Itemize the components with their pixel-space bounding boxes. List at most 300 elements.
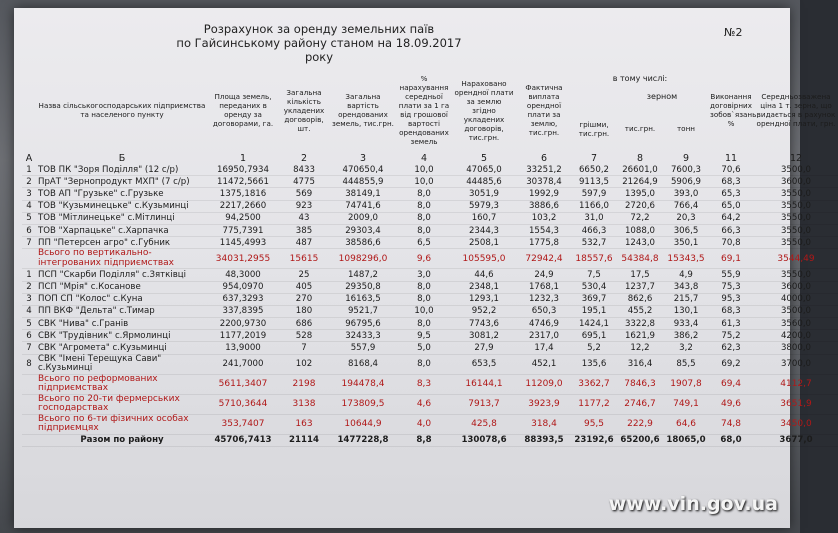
enterprise-name: ТОВ "Харпацьке" с.Харпачка [36,224,208,236]
col-name-header: Назва сільськогосподарських підприємства та населеного пункту [38,101,206,119]
value-cell: 32433,3 [330,330,396,342]
grain-uah-cell: 7846,3 [616,374,664,394]
pct-cell: 8,0 [396,281,452,293]
grain-t-cell: 20,3 [664,212,708,224]
fulfil-cell: 69,1 [708,249,754,269]
paid-cell: 88393,5 [516,434,572,446]
grain-t-cell: 343,8 [664,281,708,293]
paid-cell: 17,4 [516,342,572,354]
subtotal-row [22,414,838,434]
pct-cell: 10,0 [396,176,452,188]
value-cell: 16163,5 [330,293,396,305]
paid-cell: 318,4 [516,414,572,434]
accrued-cell: 7913,7 [452,394,516,414]
grain-t-cell: 215,7 [664,293,708,305]
index-cell: 6 [540,152,548,164]
paid-cell: 30378,4 [516,176,572,188]
value-cell: 470650,4 [330,164,396,176]
accrued-cell: 47065,0 [452,164,516,176]
index-cell: 8 [636,152,644,164]
col-grain-t-header [664,68,708,152]
value-cell: 29350,8 [330,281,396,293]
pct-cell: 8,0 [396,200,452,212]
col-paid-header: Фактична виплата орендної плати за землю, тис.грн. [525,83,563,137]
fulfil-cell: 95,3 [708,293,754,305]
grain-uah-cell: 3322,8 [616,318,664,330]
fulfil-cell: 49,6 [708,394,754,414]
area-cell: 34031,2955 [208,249,278,269]
accrued-cell: 44,6 [452,269,516,281]
row-number: 2 [22,176,36,188]
area-cell: 1145,4993 [208,237,278,249]
table-row [22,212,838,224]
accrued-cell: 16144,1 [452,374,516,394]
grain-uah-cell: 1621,9 [616,330,664,342]
enterprise-name: Всього по вертикально-інтегрованих підприємствах [36,249,208,269]
price-cell: 3800,0 [754,342,838,354]
row-number: 1 [22,164,36,176]
value-cell: 38586,6 [330,237,396,249]
enterprise-name: ПрАТ "Зернопродукт МХП" (7 с/р) [36,176,208,188]
enterprise-name: ТОВ ПК "Зоря Поділля" (12 с/р) [36,164,208,176]
area-cell: 5710,3644 [208,394,278,414]
grain-t-cell: 386,2 [664,330,708,342]
money-cell: 7,5 [572,269,616,281]
paid-cell: 2317,0 [516,330,572,342]
contracts-cell: 385 [278,224,330,236]
grain-uah-cell: 1243,0 [616,237,664,249]
price-cell: 3550,0 [754,269,838,281]
row-number: 1 [22,269,36,281]
accrued-cell: 2344,3 [452,224,516,236]
row-number: 7 [22,237,36,249]
table-row [22,281,838,293]
pct-cell: 3,0 [396,269,452,281]
money-cell: 95,5 [572,414,616,434]
accrued-cell: 3081,2 [452,330,516,342]
fulfil-cell: 65,3 [708,188,754,200]
fulfil-cell: 55,9 [708,269,754,281]
total-row [22,434,838,446]
area-cell: 45706,7413 [208,434,278,446]
value-cell: 9521,7 [330,305,396,317]
row-number: 3 [22,293,36,305]
money-cell: 3362,7 [572,374,616,394]
title-line-1: Розрахунок за оренду земельних паїв [203,22,435,36]
price-cell: 3677,0 [754,434,838,446]
paid-cell: 1768,1 [516,281,572,293]
contracts-cell: 4775 [278,176,330,188]
price-cell: 3544,49 [754,249,838,269]
money-cell: 6650,2 [572,164,616,176]
index-cell: А [25,152,33,164]
grain-t-cell: 5906,9 [664,176,708,188]
enterprise-name: ПП "Петерсен агро" с.Губник [36,237,208,249]
value-cell: 96795,6 [330,318,396,330]
pct-cell: 8,0 [396,354,452,374]
money-cell: 9113,5 [572,176,616,188]
grain-t-cell: 4,9 [664,269,708,281]
col-fulfil-header: Виконання договірних зобов`язань, % [710,92,759,128]
area-cell: 11472,5661 [208,176,278,188]
money-cell: 597,9 [572,188,616,200]
price-cell: 3600,0 [754,281,838,293]
table-row [22,305,838,317]
paid-cell: 3923,9 [516,394,572,414]
contracts-cell: 163 [278,414,330,434]
table-row [22,224,838,236]
enterprise-name: ПОП СП "Колос" с.Куна [36,293,208,305]
value-cell: 2009,0 [330,212,396,224]
enterprise-name: ТОВ "Мітлинецьке" с.Мітлинці [36,212,208,224]
contracts-cell: 405 [278,281,330,293]
price-cell: 3550,0 [754,237,838,249]
row-number [22,414,36,434]
pct-cell: 10,0 [396,305,452,317]
area-cell: 48,3000 [208,269,278,281]
pct-cell: 8,0 [396,188,452,200]
enterprise-name: Всього по 6-ти фізичних особах підприємцях [36,414,208,434]
paid-cell: 24,9 [516,269,572,281]
fulfil-cell: 68,3 [708,305,754,317]
money-cell: 1177,2 [572,394,616,414]
price-cell: 4200,0 [754,330,838,342]
enterprise-name: ТОВ "Кузьминецьке" с.Кузьминці [36,200,208,212]
col-area-header: Площа земель, переданих в оренду за договорами, га. [212,92,274,128]
pct-cell: 4,6 [396,394,452,414]
fulfil-cell: 75,2 [708,330,754,342]
paid-cell: 11209,0 [516,374,572,394]
enterprise-name: ПСП "Скарби Поділля" с.Зятківці [36,269,208,281]
grain-uah-cell: 12,2 [616,342,664,354]
grain-uah-cell: 17,5 [616,269,664,281]
value-cell: 29303,4 [330,224,396,236]
grain-t-cell: 130,1 [664,305,708,317]
row-number [22,394,36,414]
area-cell: 241,7000 [208,354,278,374]
fulfil-cell: 70,6 [708,164,754,176]
paid-cell: 1232,3 [516,293,572,305]
table-row [22,164,838,176]
table-row [22,188,838,200]
price-cell: 3450,0 [754,414,838,434]
row-number: 7 [22,342,36,354]
col-contracts-header: Загальна кількість укладених договорів, шт. [283,87,325,133]
contracts-cell: 7 [278,342,330,354]
grain-t-cell: 933,4 [664,318,708,330]
grain-t-cell: 18065,0 [664,434,708,446]
value-cell: 1098296,0 [330,249,396,269]
grain-uah-cell: 2746,7 [616,394,664,414]
accrued-cell: 105595,0 [452,249,516,269]
grain-uah-cell: 862,6 [616,293,664,305]
paid-cell: 452,1 [516,354,572,374]
area-cell: 954,0970 [208,281,278,293]
value-cell: 1487,2 [330,269,396,281]
price-cell: 3550,0 [754,200,838,212]
contracts-cell: 25 [278,269,330,281]
enterprise-name: ПСП "Мрія" с.Косанове [36,281,208,293]
paid-cell: 3886,6 [516,200,572,212]
index-cell: 11 [724,152,738,164]
money-cell: 135,6 [572,354,616,374]
grain-t-cell: 306,5 [664,224,708,236]
enterprise-name: Разом по району [36,434,208,446]
subtotal-row [22,394,838,414]
watermark: www.vin.gov.ua [608,493,778,515]
contracts-cell: 15615 [278,249,330,269]
money-subheader: грішми, тис.грн. [578,120,610,138]
grain-t-cell: 3,2 [664,342,708,354]
fulfil-cell: 62,3 [708,342,754,354]
grain-t-cell: 350,1 [664,237,708,249]
value-cell: 1477228,8 [330,434,396,446]
col-grain-uah-header [616,68,678,152]
contracts-cell: 2198 [278,374,330,394]
row-number: 8 [22,354,36,374]
area-cell: 353,7407 [208,414,278,434]
paid-cell: 103,2 [516,212,572,224]
grain-t-cell: 7600,3 [664,164,708,176]
row-number: 3 [22,188,36,200]
grain-uah-cell: 65200,6 [616,434,664,446]
price-cell: 3550,0 [754,224,838,236]
fulfil-cell: 64,2 [708,212,754,224]
row-number [22,374,36,394]
document-title [164,22,474,64]
enterprise-name: ПП ВКФ "Дельта" с.Тимар [36,305,208,317]
paid-cell: 650,3 [516,305,572,317]
fulfil-cell: 70,8 [708,237,754,249]
grain-uah-cell: 316,4 [616,354,664,374]
enterprise-name: ТОВ АП "Грузьке" с.Грузьке [36,188,208,200]
paid-cell: 33251,2 [516,164,572,176]
index-cell: 12 [789,152,803,164]
pct-cell: 9,5 [396,330,452,342]
paid-cell: 72942,4 [516,249,572,269]
grain-uah-cell: 72,2 [616,212,664,224]
pct-cell: 8,3 [396,374,452,394]
value-cell: 10644,9 [330,414,396,434]
price-cell: 3651,9 [754,394,838,414]
document-sheet [14,8,836,528]
fulfil-cell: 68,0 [708,434,754,446]
money-cell: 1424,1 [572,318,616,330]
grain-t-cell: 15343,5 [664,249,708,269]
accrued-cell: 130078,6 [452,434,516,446]
accrued-cell: 160,7 [452,212,516,224]
area-cell: 16950,7934 [208,164,278,176]
money-cell: 369,7 [572,293,616,305]
table-row [22,330,838,342]
table-row [22,354,838,374]
area-cell: 13,9000 [208,342,278,354]
enterprise-name: СВК "Агромета" с.Кузьминці [36,342,208,354]
value-cell: 557,9 [330,342,396,354]
area-cell: 94,2500 [208,212,278,224]
money-cell: 23192,6 [572,434,616,446]
incl-header: в тому числі: [612,74,668,83]
index-cell: 4 [420,152,428,164]
index-cell: 3 [359,152,367,164]
price-cell: 3550,0 [754,212,838,224]
index-cell: 1 [239,152,247,164]
area-cell: 637,3293 [208,293,278,305]
col-pct-header: % нарахування середньої плати за 1 га від грошової вартості орендованих земель [398,74,450,146]
money-cell: 5,2 [572,342,616,354]
col-price-header: Середньозважена ціна 1 т. зерна, що видається в рахунок орендної плати, грн. [756,92,836,128]
index-cell: 7 [590,152,598,164]
subtotal-row [22,249,838,269]
enterprise-name: СВК "Трудівник" с.Ярмолинці [36,330,208,342]
money-cell: 466,3 [572,224,616,236]
row-number: 5 [22,212,36,224]
pct-cell: 4,0 [396,414,452,434]
fulfil-cell: 65,0 [708,200,754,212]
table-row [22,293,838,305]
paid-cell: 1992,9 [516,188,572,200]
area-cell: 337,8395 [208,305,278,317]
enterprise-name: Всього по 20-ти фермерських господарствах [36,394,208,414]
area-cell: 2200,9730 [208,318,278,330]
accrued-cell: 5979,3 [452,200,516,212]
pct-cell: 8,0 [396,224,452,236]
contracts-cell: 3138 [278,394,330,414]
grain-t-subheader: тонн [677,124,695,133]
grain-t-cell: 1907,8 [664,374,708,394]
contracts-cell: 21114 [278,434,330,446]
grain-t-cell: 749,1 [664,394,708,414]
fulfil-cell: 69,4 [708,374,754,394]
area-cell: 1375,1816 [208,188,278,200]
area-cell: 2217,2660 [208,200,278,212]
value-cell: 444855,9 [330,176,396,188]
rent-table [22,68,838,447]
accrued-cell: 27,9 [452,342,516,354]
table-row [22,342,838,354]
accrued-cell: 2508,1 [452,237,516,249]
area-cell: 1177,2019 [208,330,278,342]
grain-uah-cell: 455,2 [616,305,664,317]
money-cell: 532,7 [572,237,616,249]
price-cell: 3560,0 [754,318,838,330]
header-row [22,68,838,152]
contracts-cell: 102 [278,354,330,374]
money-cell: 695,1 [572,330,616,342]
money-cell: 195,1 [572,305,616,317]
row-number: 4 [22,305,36,317]
row-number: 5 [22,318,36,330]
price-cell: 4112,7 [754,374,838,394]
fulfil-cell: 75,3 [708,281,754,293]
money-cell: 530,4 [572,281,616,293]
col-accrued-header: Нараховано орендної плати за землю згідно укладених договорів, тис.грн. [454,78,514,142]
accrued-cell: 44485,6 [452,176,516,188]
enterprise-name: СВК "Імені Терещука Сави" с.Кузьминці [36,354,208,374]
contracts-cell: 180 [278,305,330,317]
contracts-cell: 923 [278,200,330,212]
accrued-cell: 1293,1 [452,293,516,305]
index-cell: 5 [480,152,488,164]
accrued-cell: 3051,9 [452,188,516,200]
grain-uah-cell: 2720,6 [616,200,664,212]
contracts-cell: 8433 [278,164,330,176]
pct-cell: 8,8 [396,434,452,446]
table-body [22,164,838,446]
grain-uah-cell: 21264,9 [616,176,664,188]
pct-cell: 6,5 [396,237,452,249]
price-cell: 4000,0 [754,293,838,305]
pct-cell: 9,6 [396,249,452,269]
title-line-2: по Гайсинському району станом на 18.09.2017 року [176,36,462,64]
enterprise-name: СВК "Нива" с.Гранів [36,318,208,330]
accrued-cell: 653,5 [452,354,516,374]
grain-uah-subheader: тис.грн. [624,124,656,133]
grain-uah-cell: 1088,0 [616,224,664,236]
grain-uah-cell: 1395,0 [616,188,664,200]
fulfil-cell: 61,3 [708,318,754,330]
pct-cell: 8,0 [396,293,452,305]
paid-cell: 1554,3 [516,224,572,236]
price-cell: 3550,0 [754,188,838,200]
grain-t-cell: 766,4 [664,200,708,212]
money-cell: 31,0 [572,212,616,224]
paid-cell: 1775,8 [516,237,572,249]
enterprise-name: Всього по реформованих підприємствах [36,374,208,394]
index-row [22,152,838,164]
pct-cell: 8,0 [396,212,452,224]
pct-cell: 10,0 [396,164,452,176]
index-cell: 9 [682,152,690,164]
grain-t-cell: 64,6 [664,414,708,434]
contracts-cell: 270 [278,293,330,305]
grain-header: зерном [646,92,678,101]
grain-uah-cell: 54384,8 [616,249,664,269]
table-row [22,318,838,330]
table-row [22,200,838,212]
grain-uah-cell: 1237,7 [616,281,664,293]
row-number: 2 [22,281,36,293]
table-row [22,269,838,281]
pct-cell: 5,0 [396,342,452,354]
value-cell: 8168,4 [330,354,396,374]
fulfil-cell: 68,3 [708,176,754,188]
document-number: №2 [724,26,743,39]
price-cell: 3500,0 [754,164,838,176]
accrued-cell: 952,2 [452,305,516,317]
value-cell: 173809,5 [330,394,396,414]
accrued-cell: 425,8 [452,414,516,434]
accrued-cell: 7743,6 [452,318,516,330]
contracts-cell: 487 [278,237,330,249]
value-cell: 38149,1 [330,188,396,200]
subtotal-row [22,374,838,394]
index-cell: Б [118,152,126,164]
col-value-header: Загальна вартість орендованих земель, тис.грн. [332,92,394,128]
price-cell: 3500,0 [754,305,838,317]
area-cell: 5611,3407 [208,374,278,394]
table-row [22,176,838,188]
paid-cell: 4746,9 [516,318,572,330]
grain-uah-cell: 26601,0 [616,164,664,176]
contracts-cell: 43 [278,212,330,224]
row-number: 6 [22,330,36,342]
money-cell: 1166,0 [572,200,616,212]
contracts-cell: 569 [278,188,330,200]
grain-t-cell: 393,0 [664,188,708,200]
area-cell: 775,7391 [208,224,278,236]
money-cell: 18557,6 [572,249,616,269]
